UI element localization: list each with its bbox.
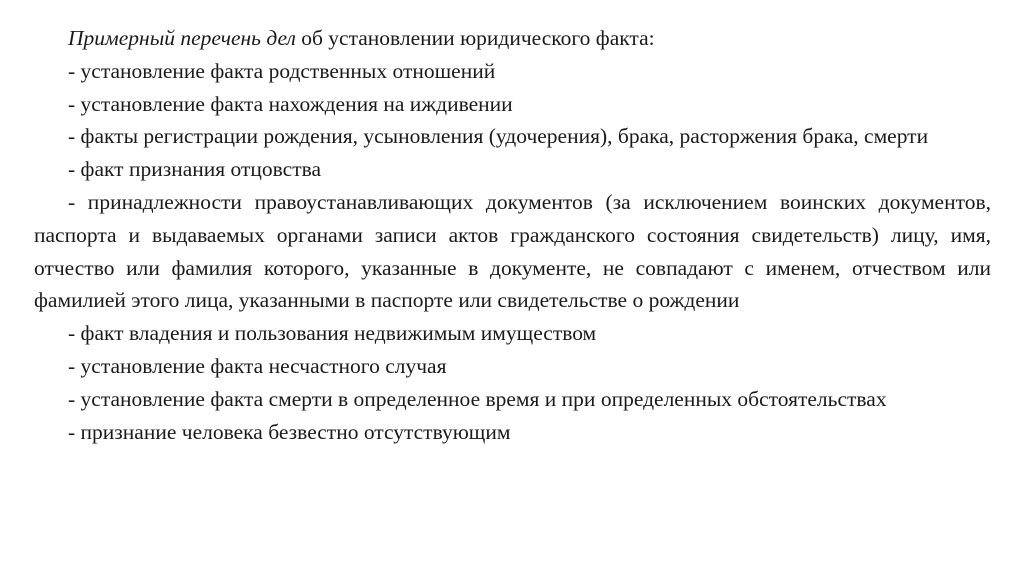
- list-item-accident: - установление факта несчастного случая: [68, 353, 447, 378]
- list-item-missing-person: - признание человека безвестно отсутствующим: [68, 419, 511, 444]
- list-item-death-circumstances: - установление факта смерти в определенное время и при определенных обстоятельствах: [68, 386, 887, 411]
- document-body: [34, 22, 991, 448]
- list-item-registration-facts: - факты регистрации рождения, усыновления (удочерения), брака, расторжения брака, смерти: [68, 124, 929, 149]
- list-heading: [34, 22, 991, 55]
- list-item-kinship: - установление факта родственных отношений: [68, 58, 496, 83]
- list-heading-rest: об установлении юридического факта:: [295, 26, 655, 50]
- list-item-paternity: - факт признания отцовства: [68, 157, 322, 182]
- list-item-property-possession: - факт владения и пользования недвижимым имуществом: [68, 321, 597, 346]
- list-item-document-ownership: - принадлежности правоустанавливающих документов (за исключением воинских документов, паспорта и выдаваемых органами записи актов гражданского состояния свидетельств) лицу, имя, отчество или фамилия которого, указанные в документе, не совпадают с именем, отчеством или фамилией этого лица, указанными в паспорте или свидетельстве о рождении: [34, 189, 991, 313]
- list-item-dependency: - установление факта нахождения на иждивении: [68, 91, 513, 116]
- list-heading-italic: Примерный перечень дел: [68, 26, 296, 50]
